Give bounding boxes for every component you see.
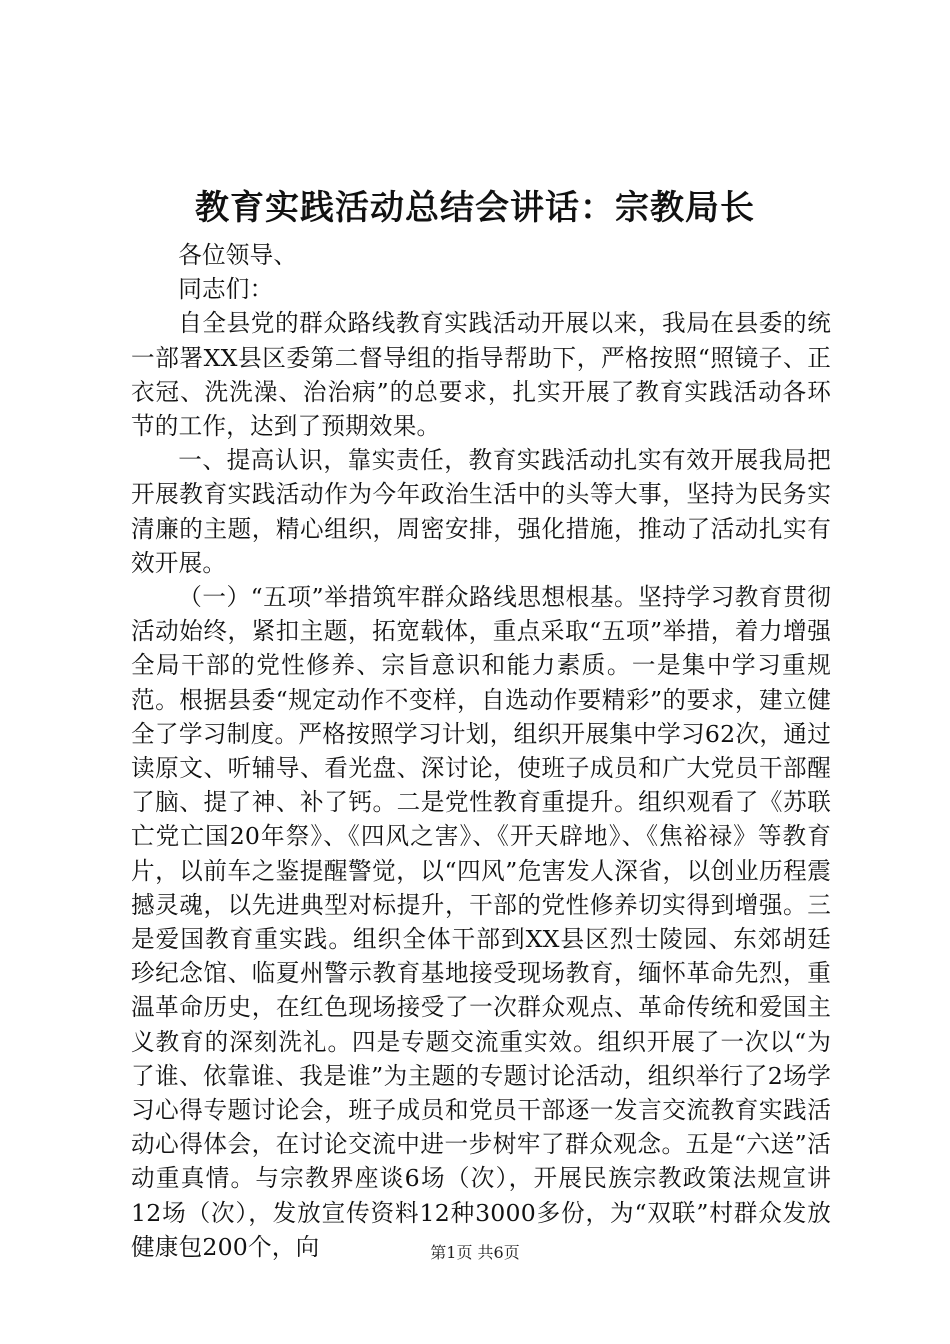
salutation-line: 各位领导、 bbox=[178, 241, 298, 269]
page-footer: 第1页 共6页 bbox=[430, 1243, 520, 1262]
document-title: 教育实践活动总结会讲话：宗教局长 bbox=[195, 188, 755, 228]
salutation-line: 同志们： bbox=[178, 275, 274, 304]
document-body bbox=[131, 238, 831, 1264]
body-paragraph: （一）“五项”举措筑牢群众路线思想根基。坚持学习教育贯彻活动始终，紧扣主题，拓宽载体，重点采取“五项”举措，着力增强全局干部的党性修养、宗旨意识和能力素质。一是集中学习重规范。根据县委“规定动作不变样，自选动作要精彩”的要求，建立健全了学习制度。严格按照学习计划，组织开展集中学习62次，通过读原文、听辅导、看光盘、深讨论，使班子成员和广大党员干部醒了脑、提了神、补了钙。二是党性教育重提升。组织观看了《苏联亡党亡国20年祭》、《四风之害》、《开天辟地》、《焦裕禄》等教育片，以前车之鉴提醒警觉，以“四风”危害发人深省，以创业历程震撼灵魂，以先进典型对标提升，干部的党性修养切实得到增强。三是爱国教育重实践。组织全体干部到XX县区烈士陵园、东郊胡廷珍纪念馆、临夏州警示教育基地接受现场教育，缅怀革命先烈，重温革命历史，在红色现场接受了一次群众观点、革命传统和爱国主义教育的深刻洗礼。四是专题交流重实效。组织开展了一次以“为了谁、依靠谁、我是谁”为主题的专题讨论活动，组织举行了2场学习心得专题讨论会，班子成员和党员干部逐一发言交流教育实践活动心得体会，在讨论交流中进一步树牢了群众观念。五是“六送”活动重真情。与宗教界座谈6场（次），开展民族宗教政策法规宣讲12场（次），发放宣传资料12种3000多份，为“双联”村群众发放健康包200个，向 bbox=[131, 583, 831, 1261]
body-paragraph: 一、提高认识，靠实责任，教育实践活动扎实有效开展我局把开展教育实践活动作为今年政治生活中的头等大事，坚持为民务实清廉的主题，精心组织，周密安排，强化措施，推动了活动扎实有效开展。 bbox=[131, 446, 831, 577]
body-paragraph: 自全县党的群众路线教育实践活动开展以来，我局在县委的统一部署XX县区委第二督导组的指导帮助下，严格按照“照镜子、正衣冠、洗洗澡、治治病”的总要求，扎实开展了教育实践活动各环节的工作，达到了预期效果。 bbox=[131, 309, 831, 441]
